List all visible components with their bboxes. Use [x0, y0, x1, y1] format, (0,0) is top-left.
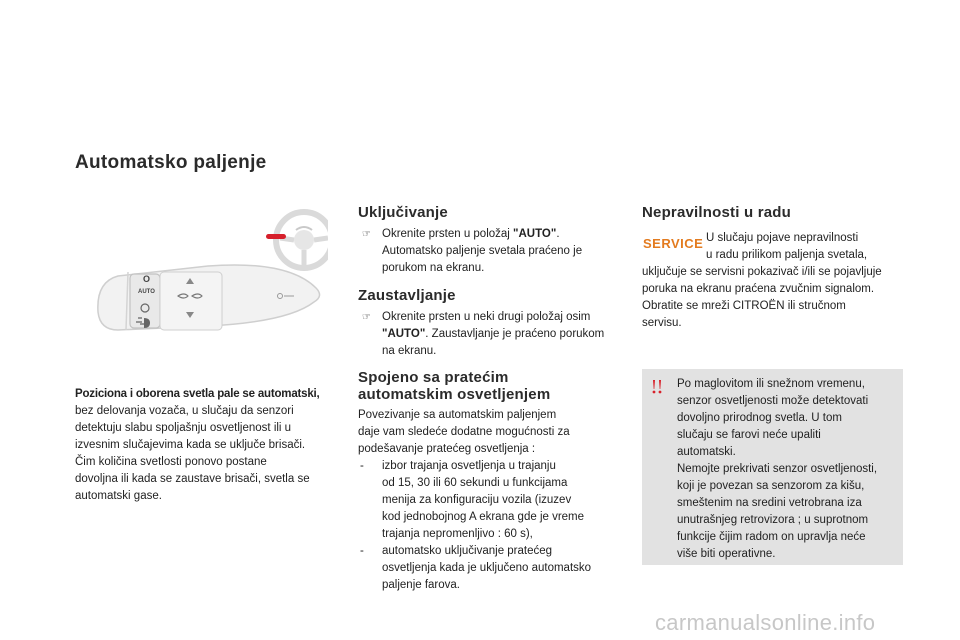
spojeno-item-line: osvetljenja kada je uključeno automatsko: [382, 562, 592, 574]
warning-line: dovoljno prirodnog svetla. U tom: [677, 412, 842, 424]
heading-zaustavljanje: Zaustavljanje: [358, 287, 456, 304]
warning-line: koji je povezan sa senzorom za kišu,: [677, 480, 865, 492]
stalk-highlight: [266, 234, 286, 239]
warning-line: Nemojte prekrivati senzor osvetljenosti,: [677, 463, 878, 475]
nepravilnosti-body: [642, 264, 912, 332]
heading-nepravilnosti: Nepravilnosti u radu: [642, 204, 792, 221]
lighting-stalk-illustration: [88, 190, 328, 360]
nepravilnosti-line: servisu.: [642, 317, 682, 329]
nepravilnosti-line: poruka na ekranu praćena zvučnim signalom.: [642, 283, 875, 295]
ring-label-o: O: [143, 274, 151, 284]
heading-ukljucivanje: Uključivanje: [358, 204, 448, 221]
warning-line: Po maglovitom ili snežnom vremenu,: [677, 378, 865, 390]
caption-line: automatski gase.: [75, 490, 162, 502]
heading-spojeno-line1: Spojeno sa pratećim: [358, 369, 509, 386]
ukljucivanje-text-end: .: [556, 228, 560, 240]
page-title: Automatsko paljenje: [75, 152, 267, 173]
nepravilnosti-line: Obratite se mreži CITROËN ili stručnom: [642, 300, 846, 312]
spojeno-item-line: automatsko uključivanje pratećeg: [382, 545, 553, 557]
caption-line: dovoljna ili kada se zaustave brisači, svetla se: [75, 473, 310, 485]
stalk-body: [98, 265, 320, 330]
service-warning-icon: SERVICE: [643, 236, 704, 251]
spojeno-item-line: paljenje farova.: [382, 579, 460, 591]
spojeno-item-line: menija za konfiguraciju vozila (izuzev: [382, 494, 572, 506]
zaustavljanje-line: na ekranu.: [382, 345, 437, 357]
nepravilnosti-line: uključuje se servisni pokazivač i/ili se pojavljuje: [642, 266, 882, 278]
caption-line: detektuju slabu spoljašnju osvetljenost ili u: [75, 422, 292, 434]
ukljucivanje-line: Automatsko paljenje svetala praćeno je: [382, 245, 583, 257]
spojeno-item-line: trajanja nepromenljivo : 60 s),: [382, 528, 533, 540]
warning-line: funkcije čijim radom on upravlja neće: [677, 531, 866, 543]
warning-line: slučaju se farovi neće upaliti: [677, 429, 821, 441]
caption-line: Čim količina svetlosti ponovo postane: [75, 456, 267, 468]
spojeno-item: - izbor trajanja osvetljenja u trajanju od 15, 30 ili 60 sekundi u funkcijama menija za konfiguraciju vozila (izuzev kod jednobojnog A ekrana gde je vreme trajanja nepromenljivo : 60 s),: [358, 458, 633, 543]
caption-line: bez delovanja vozača, u slučaju da senzori: [75, 405, 294, 417]
exclamation-icon: [650, 377, 670, 397]
ring-label-auto: AUTO: [138, 289, 155, 295]
zaustavljanje-line: Okrenite prsten u neki drugi položaj osim: [382, 311, 591, 323]
warning-line: smeštenim na sredini vetrobrana iza: [677, 497, 862, 509]
hand-pointer-icon: ☞: [362, 229, 371, 240]
illustration-caption: [75, 386, 335, 505]
zaustavljanje-line: . Zaustavljanje je praćeno porukom: [425, 328, 605, 340]
nepravilnosti-indented: [706, 230, 906, 264]
spojeno-item-line: izbor trajanja osvetljenja u trajanju: [382, 460, 556, 472]
hand-pointer-icon: ☞: [362, 312, 371, 323]
spojeno-body: [358, 407, 633, 594]
spojeno-intro-line: daje vam sledeće dodatne mogućnosti za: [358, 426, 570, 438]
spojeno-intro-line: Povezivanje sa automatskim paljenjem: [358, 409, 557, 421]
steering-wheel-icon: [276, 212, 328, 268]
warning-line: unutrašnjeg retrovizora ; u suprotnom: [677, 514, 869, 526]
heading-spojeno-line2: automatskim osvetljenjem: [358, 386, 551, 403]
nepravilnosti-line: U slučaju pojave nepravilnosti: [706, 232, 859, 244]
warning-line: automatski.: [677, 446, 736, 458]
ukljucivanje-body: [358, 226, 628, 277]
watermark: carmanualsonline.info: [655, 610, 876, 635]
zaustavljanje-body: [358, 309, 633, 360]
ukljucivanje-line: porukom na ekranu.: [382, 262, 485, 274]
warning-text: [677, 376, 899, 563]
spojeno-intro-line: podešavanje pratećeg osvetljenja :: [358, 443, 536, 455]
auto-keyword: "AUTO": [513, 228, 557, 240]
warning-line: senzor osvetljenosti može detektovati: [677, 395, 869, 407]
caption-bold-line: Poziciona i oborena svetla pale se automatski,: [75, 388, 320, 400]
nepravilnosti-line: u radu prilikom paljenja svetala,: [706, 249, 868, 261]
heading-spojeno: [358, 369, 550, 403]
caption-line: izvesnim slučajevima kada se uključe brisači.: [75, 439, 306, 451]
warning-line: više biti operativne.: [677, 548, 776, 560]
spojeno-item-line: kod jednobojnog A ekrana gde je vreme: [382, 511, 585, 523]
spojeno-item-line: od 15, 30 ili 60 sekundi u funkcijama: [382, 477, 568, 489]
ukljucivanje-text: Okrenite prsten u položaj: [382, 228, 514, 240]
spojeno-item: - automatsko uključivanje pratećeg osvetljenja kada je uključeno automatsko paljenje farova.: [358, 543, 633, 594]
auto-keyword: "AUTO": [382, 328, 426, 340]
